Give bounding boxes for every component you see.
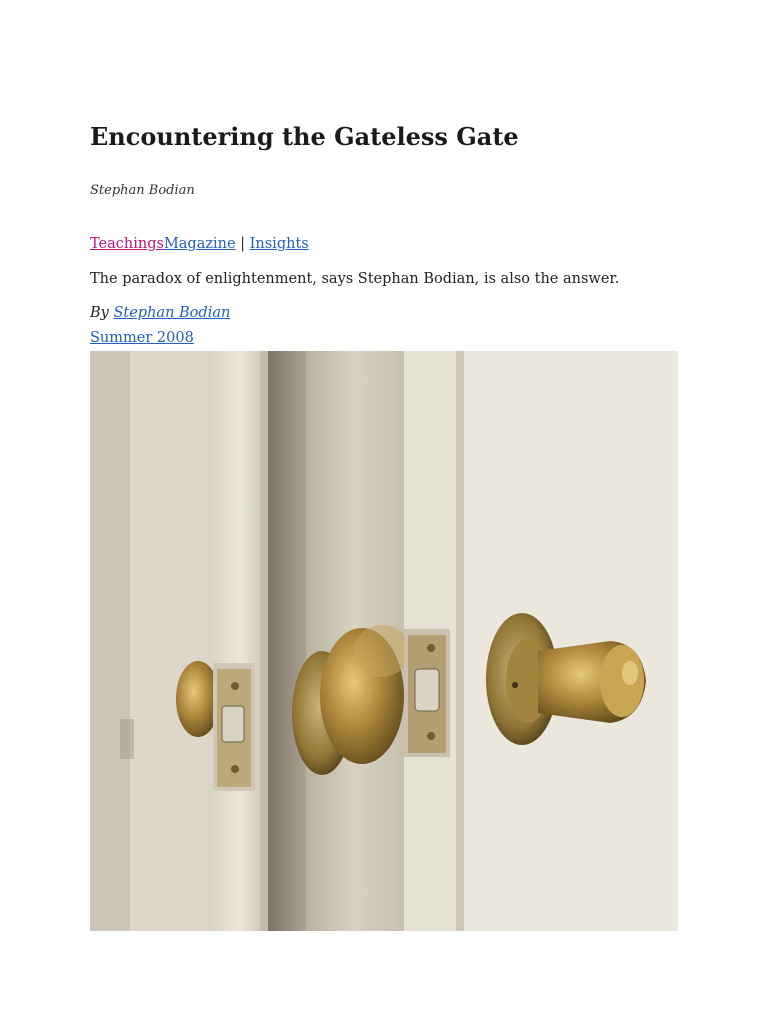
author-link[interactable]: Stephan Bodian [113, 305, 231, 321]
article-subtitle: The paradox of enlightenment, says Stephan Bodian, is also the answer. [90, 271, 620, 287]
article-photo-doors [90, 351, 678, 931]
category-breadcrumb [90, 234, 309, 254]
byline [90, 303, 230, 323]
issue-link[interactable]: Summer 2008 [90, 330, 194, 346]
category-link-magazine[interactable]: Magazine [163, 236, 236, 252]
author-name: Stephan Bodian [90, 183, 195, 198]
category-link-insights[interactable]: Insights [249, 236, 309, 252]
article-title: Encountering the Gateless Gate [90, 122, 519, 151]
category-link-teachings[interactable]: Teachings [90, 236, 164, 252]
byline-prefix: By [90, 305, 109, 321]
category-separator: | [240, 236, 246, 252]
